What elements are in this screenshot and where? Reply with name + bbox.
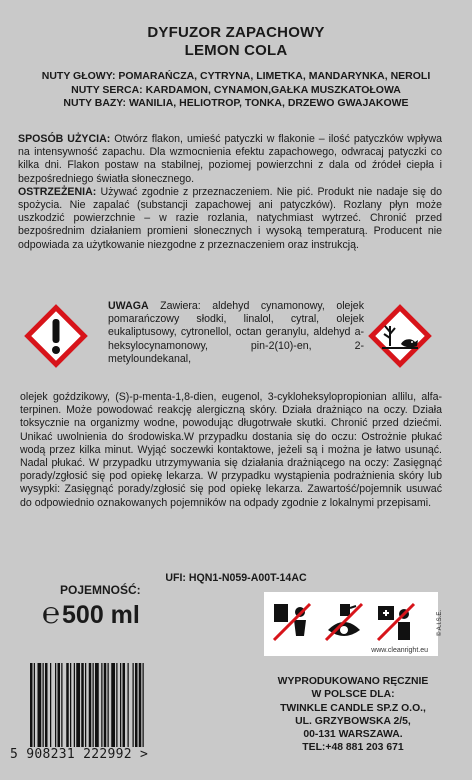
- usage-instructions: [18, 133, 442, 252]
- manufacturer-line-2: W POLSCE DLA:: [311, 689, 395, 701]
- barcode-bar: [139, 663, 142, 747]
- ghs-environment-icon: [368, 304, 432, 368]
- hazard-statement-top: [108, 300, 364, 366]
- barcode-bar: [133, 663, 134, 747]
- barcode-bar: [76, 663, 80, 747]
- barcode-bar: [55, 663, 56, 747]
- estimated-sign-icon: ℮: [42, 596, 61, 631]
- barcode-bar: [120, 663, 121, 747]
- barcode-bar: [61, 663, 62, 747]
- base-notes: NUTY BAZY: WANILIA, HELIOTROP, TONKA, DRZEWO GWAJAKOWE: [63, 97, 409, 109]
- barcode-bar: [95, 663, 99, 747]
- safety-icons-panel: [264, 592, 443, 656]
- barcode-bar: [66, 663, 69, 747]
- barcode-bar: [128, 663, 129, 747]
- ghs-exclamation-icon: [24, 304, 88, 368]
- barcode-bar: [34, 663, 35, 747]
- cleanright-url: www.cleanright.eu: [371, 647, 428, 654]
- warnings-text: Używać zgodnie z przeznaczeniem. Nie pić. Produkt nie nadaje się do spożycia. Nie zapalać (substancji zapachowej ani patyczków). Rozlany płyn może uszkodzić powierzchnie – w razie rozlania, natychmiast wytrzeć. Chronić przed bezpośrednim działaniem promieni słonecznych i wysoką temperaturą. Producent nie odpowiada za użytkowanie niezgodne z przeznaczeniem oraz instrukcją.: [18, 185, 442, 251]
- usage-text: Otwórz flakon, umieść patyczki w flakonie – ilość patyczków wpływa na intensywność zapachu. Dla wzmocnienia efektu zapachowego, odwracaj patyczki co kilka dni. Flakon postaw na stabilnej, poziomej powierzchni z dala od źródeł ciepła i bezpośredniego światła słonecznego.: [18, 133, 442, 185]
- capacity-value: 500 ml: [62, 601, 140, 629]
- manufacturer-line-6: TEL:+48 881 203 671: [302, 742, 404, 754]
- barcode-bar: [81, 663, 84, 747]
- manufacturer-line-3: TWINKLE CANDLE SP.Z O.O.,: [280, 702, 426, 714]
- barcode-bar: [38, 663, 42, 747]
- keep-out-of-reach-icon: [374, 600, 418, 644]
- barcode-bar: [104, 663, 107, 747]
- warnings-label: OSTRZEŻENIA:: [18, 185, 97, 198]
- barcode-bar: [135, 663, 138, 747]
- barcode-bar: [74, 663, 75, 747]
- capacity-label: POJEMNOŚĆ:: [60, 583, 141, 597]
- hazard-label: UWAGA: [108, 300, 149, 312]
- barcode-bar: [108, 663, 109, 747]
- barcode-bar: [50, 663, 51, 747]
- capacity-value-block: [42, 596, 140, 631]
- barcode-bar: [101, 663, 102, 747]
- heart-notes: NUTY SERCA: KARDAMON, CYNAMON,GAŁKA MUSZKATOŁOWA: [71, 83, 401, 96]
- top-notes: NUTY GŁOWY: POMARAŃCZA, CYTRYNA, LIMETKA, MANDARYNKA, NEROLI: [41, 70, 431, 82]
- barcode-bar: [143, 663, 144, 747]
- barcode-bar: [116, 663, 117, 747]
- barcode-bar: [93, 663, 94, 747]
- hazard-statement-rest: olejek goździkowy, (S)-p-menta-1,8-dien, eugenol, 3-cyklohekѕylopropionian allilu, alfa-terpinen. Może powodować reakcję alergiczną skóry. Działa drażniąco na oczy. Działa toksycznie na organizmy wodne, powodując długotrwałe skutki. Chronić przed dziećmi. Unikać uwolnienia do środowiska.W przypadku dostania się do oczu: Ostrożnie płukać wodą przez kilka minut. Wyjąć soczewki kontaktowe, jeżeli są i można je łatwo usunąć. Nadal płukać. W przypadku utrzymywania się działania drażniącego na oczy: Zasięgnąć porady/zgłosić się pod opiekę lekarza. W przypadku wystąpienia podrażnienia skóry lub wysypki: Zasięgnąć porady/zgłosić się pod opiekę lekarza. Zawartość/pojemnik usuwać do odpowiednio oznakowanych pojemników na odpady zgodnie z lokalnymi przepisami.: [20, 391, 442, 509]
- barcode-bar: [89, 663, 92, 747]
- manufacturer-line-1: WYPRODUKOWANO RĘCZNIE: [277, 676, 429, 687]
- manufacturer-line-5: 00-131 WARSZAWA.: [303, 729, 403, 741]
- usage-label: SPOSÓB UŻYCIA:: [18, 133, 111, 145]
- product-scent: LEMON COLA: [184, 42, 288, 59]
- manufacturer-line-4: UL. GRZYBOWSKA 2/5,: [295, 715, 411, 727]
- avoid-eye-contact-icon: [322, 600, 366, 644]
- aise-mark: © A.I.S.E.: [437, 610, 443, 637]
- barcode-bar: [123, 663, 126, 747]
- barcode-bar: [30, 663, 33, 747]
- barcode-bar: [85, 663, 86, 747]
- barcode-bar: [70, 663, 71, 747]
- manufacturer-info: [258, 675, 448, 755]
- product-title: [0, 24, 472, 60]
- barcode-bar: [45, 663, 48, 747]
- fragrance-notes: [18, 70, 454, 111]
- barcode-bar: [43, 663, 44, 747]
- ufi-code: UFI: HQN1-N059-A00T-14AC: [165, 572, 307, 584]
- hazard-ingredients: Zawiera: aldehyd cynamonowy, olejek pomarańczowy słodki, linalol, cytral, olejek eukaliptusowy, cytronellol, octan geranylu, aldehyd a-heksylocynamonowy, pin-2(10)-en, 2-metyloundekanal,: [108, 300, 364, 365]
- barcode-bar: [111, 663, 115, 747]
- product-type: DYFUZOR ZAPACHOWY: [147, 24, 325, 41]
- barcode-bar: [58, 663, 61, 747]
- barcode-number: 5 908231 222992 >: [10, 747, 149, 762]
- keep-away-from-children-icon: [270, 600, 314, 644]
